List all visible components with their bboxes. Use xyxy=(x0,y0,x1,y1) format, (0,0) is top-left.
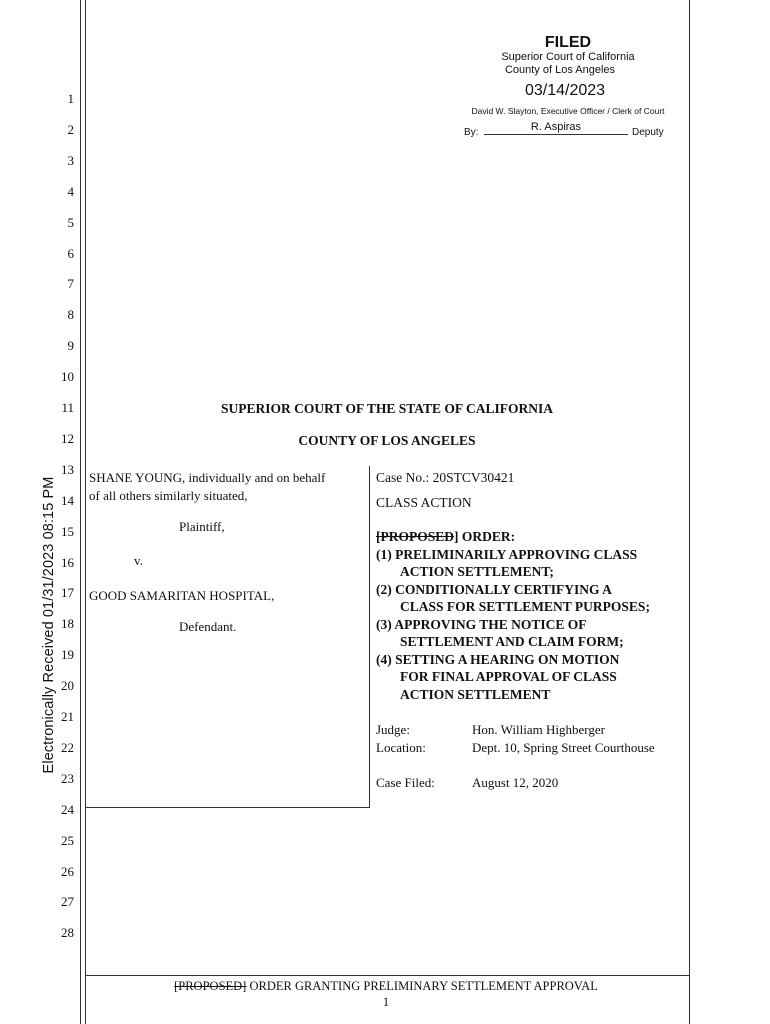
footer-page-number: 1 xyxy=(382,995,390,1009)
judge-value: Hon. William Highberger xyxy=(472,722,605,737)
class-action-label: CLASS ACTION xyxy=(376,495,472,510)
filed-stamp-officer: David W. Slayton, Executive Officer / Clerk of Court xyxy=(471,106,665,116)
plaintiff-name: SHANE YOUNG, individually and on behalf xyxy=(89,470,326,485)
order-title-suffix: ] ORDER: xyxy=(454,529,516,544)
line-number: 23 xyxy=(61,770,74,786)
order-item-3-cont: SETTLEMENT AND CLAIM FORM; xyxy=(400,634,624,649)
left-margin-line-inner xyxy=(85,0,86,1024)
line-number: 20 xyxy=(61,678,74,694)
line-number: 1 xyxy=(67,91,74,106)
caption-box-bottom-border xyxy=(86,807,370,808)
line-number: 21 xyxy=(61,709,74,724)
electronically-received-stamp: Electronically Received 01/31/2023 08:15 PM xyxy=(41,476,57,774)
line-number: 8 xyxy=(67,307,74,323)
defendant-label: Defendant. xyxy=(179,619,237,634)
footer-proposed-struck: [PROPOSED] xyxy=(174,979,247,993)
line-number: 22 xyxy=(61,739,74,755)
line-number: 19 xyxy=(61,647,74,663)
court-heading-line2: COUNTY OF LOS ANGELES xyxy=(298,433,476,448)
line-number: 4 xyxy=(67,183,74,199)
footer-title xyxy=(0,979,770,994)
case-filed-label: Case Filed: xyxy=(376,775,435,790)
court-heading-line1: SUPERIOR COURT OF THE STATE OF CALIFORNIA xyxy=(220,401,554,416)
line-number: 26 xyxy=(61,863,74,879)
line-number: 18 xyxy=(61,616,74,632)
line-number: 6 xyxy=(67,245,74,261)
order-item-4-cont2: ACTION SETTLEMENT xyxy=(400,687,551,702)
proposed-struck: [PROPOSED xyxy=(376,529,455,544)
line-number: 11 xyxy=(61,400,74,415)
location-value: Dept. 10, Spring Street Courthouse xyxy=(472,740,655,755)
case-filed-value: August 12, 2020 xyxy=(472,775,559,790)
filed-stamp-county: County of Los Angeles xyxy=(504,64,616,76)
filed-stamp-title: FILED xyxy=(544,34,592,51)
left-margin-line-outer xyxy=(80,0,81,1024)
line-number: 27 xyxy=(61,894,74,910)
line-number: 17 xyxy=(61,585,74,601)
order-title xyxy=(376,529,515,545)
order-item-4: (4) SETTING A HEARING ON MOTION xyxy=(376,652,620,667)
filed-stamp-court: Superior Court of California xyxy=(501,51,635,63)
filed-stamp-date: 03/14/2023 xyxy=(524,82,606,99)
order-item-1-cont: ACTION SETTLEMENT; xyxy=(400,564,554,579)
line-number: 15 xyxy=(61,523,74,539)
line-number: 14 xyxy=(61,492,74,508)
line-number: 28 xyxy=(61,925,74,941)
line-number: 2 xyxy=(67,121,74,137)
line-number: 7 xyxy=(67,276,74,292)
line-number: 3 xyxy=(67,152,74,168)
plaintiff-description: of all others similarly situated, xyxy=(89,488,248,503)
line-number: 10 xyxy=(61,369,74,385)
line-number: 5 xyxy=(67,214,74,230)
filed-stamp-clerk: R. Aspiras xyxy=(484,121,628,135)
filed-stamp-by-label: By: xyxy=(464,127,479,138)
defendant-name: GOOD SAMARITAN HOSPITAL, xyxy=(89,588,275,603)
judge-label: Judge: xyxy=(376,722,410,737)
case-number: Case No.: 20STCV30421 xyxy=(376,470,515,485)
right-margin-line xyxy=(689,0,690,1024)
line-number: 16 xyxy=(61,554,74,570)
line-number: 24 xyxy=(61,801,74,817)
footer-rule xyxy=(86,975,689,976)
order-item-1: (1) PRELIMINARILY APPROVING CLASS xyxy=(376,547,638,562)
line-number: 12 xyxy=(61,430,74,446)
order-item-3: (3) APPROVING THE NOTICE OF xyxy=(376,617,587,632)
plaintiff-label: Plaintiff, xyxy=(179,519,225,534)
line-number: 13 xyxy=(61,461,74,477)
caption-box-right-border xyxy=(369,466,370,808)
line-number: 9 xyxy=(67,338,74,354)
versus: v. xyxy=(134,553,143,568)
order-item-2-cont: CLASS FOR SETTLEMENT PURPOSES; xyxy=(400,599,650,614)
order-item-4-cont: FOR FINAL APPROVAL OF CLASS xyxy=(400,669,617,684)
filed-stamp-deputy: Deputy xyxy=(632,127,664,138)
line-number: 25 xyxy=(61,832,74,848)
order-item-2: (2) CONDITIONALLY CERTIFYING A xyxy=(376,582,612,597)
location-label: Location: xyxy=(376,740,426,755)
footer-title-text: ORDER GRANTING PRELIMINARY SETTLEMENT APPROVAL xyxy=(246,979,598,993)
